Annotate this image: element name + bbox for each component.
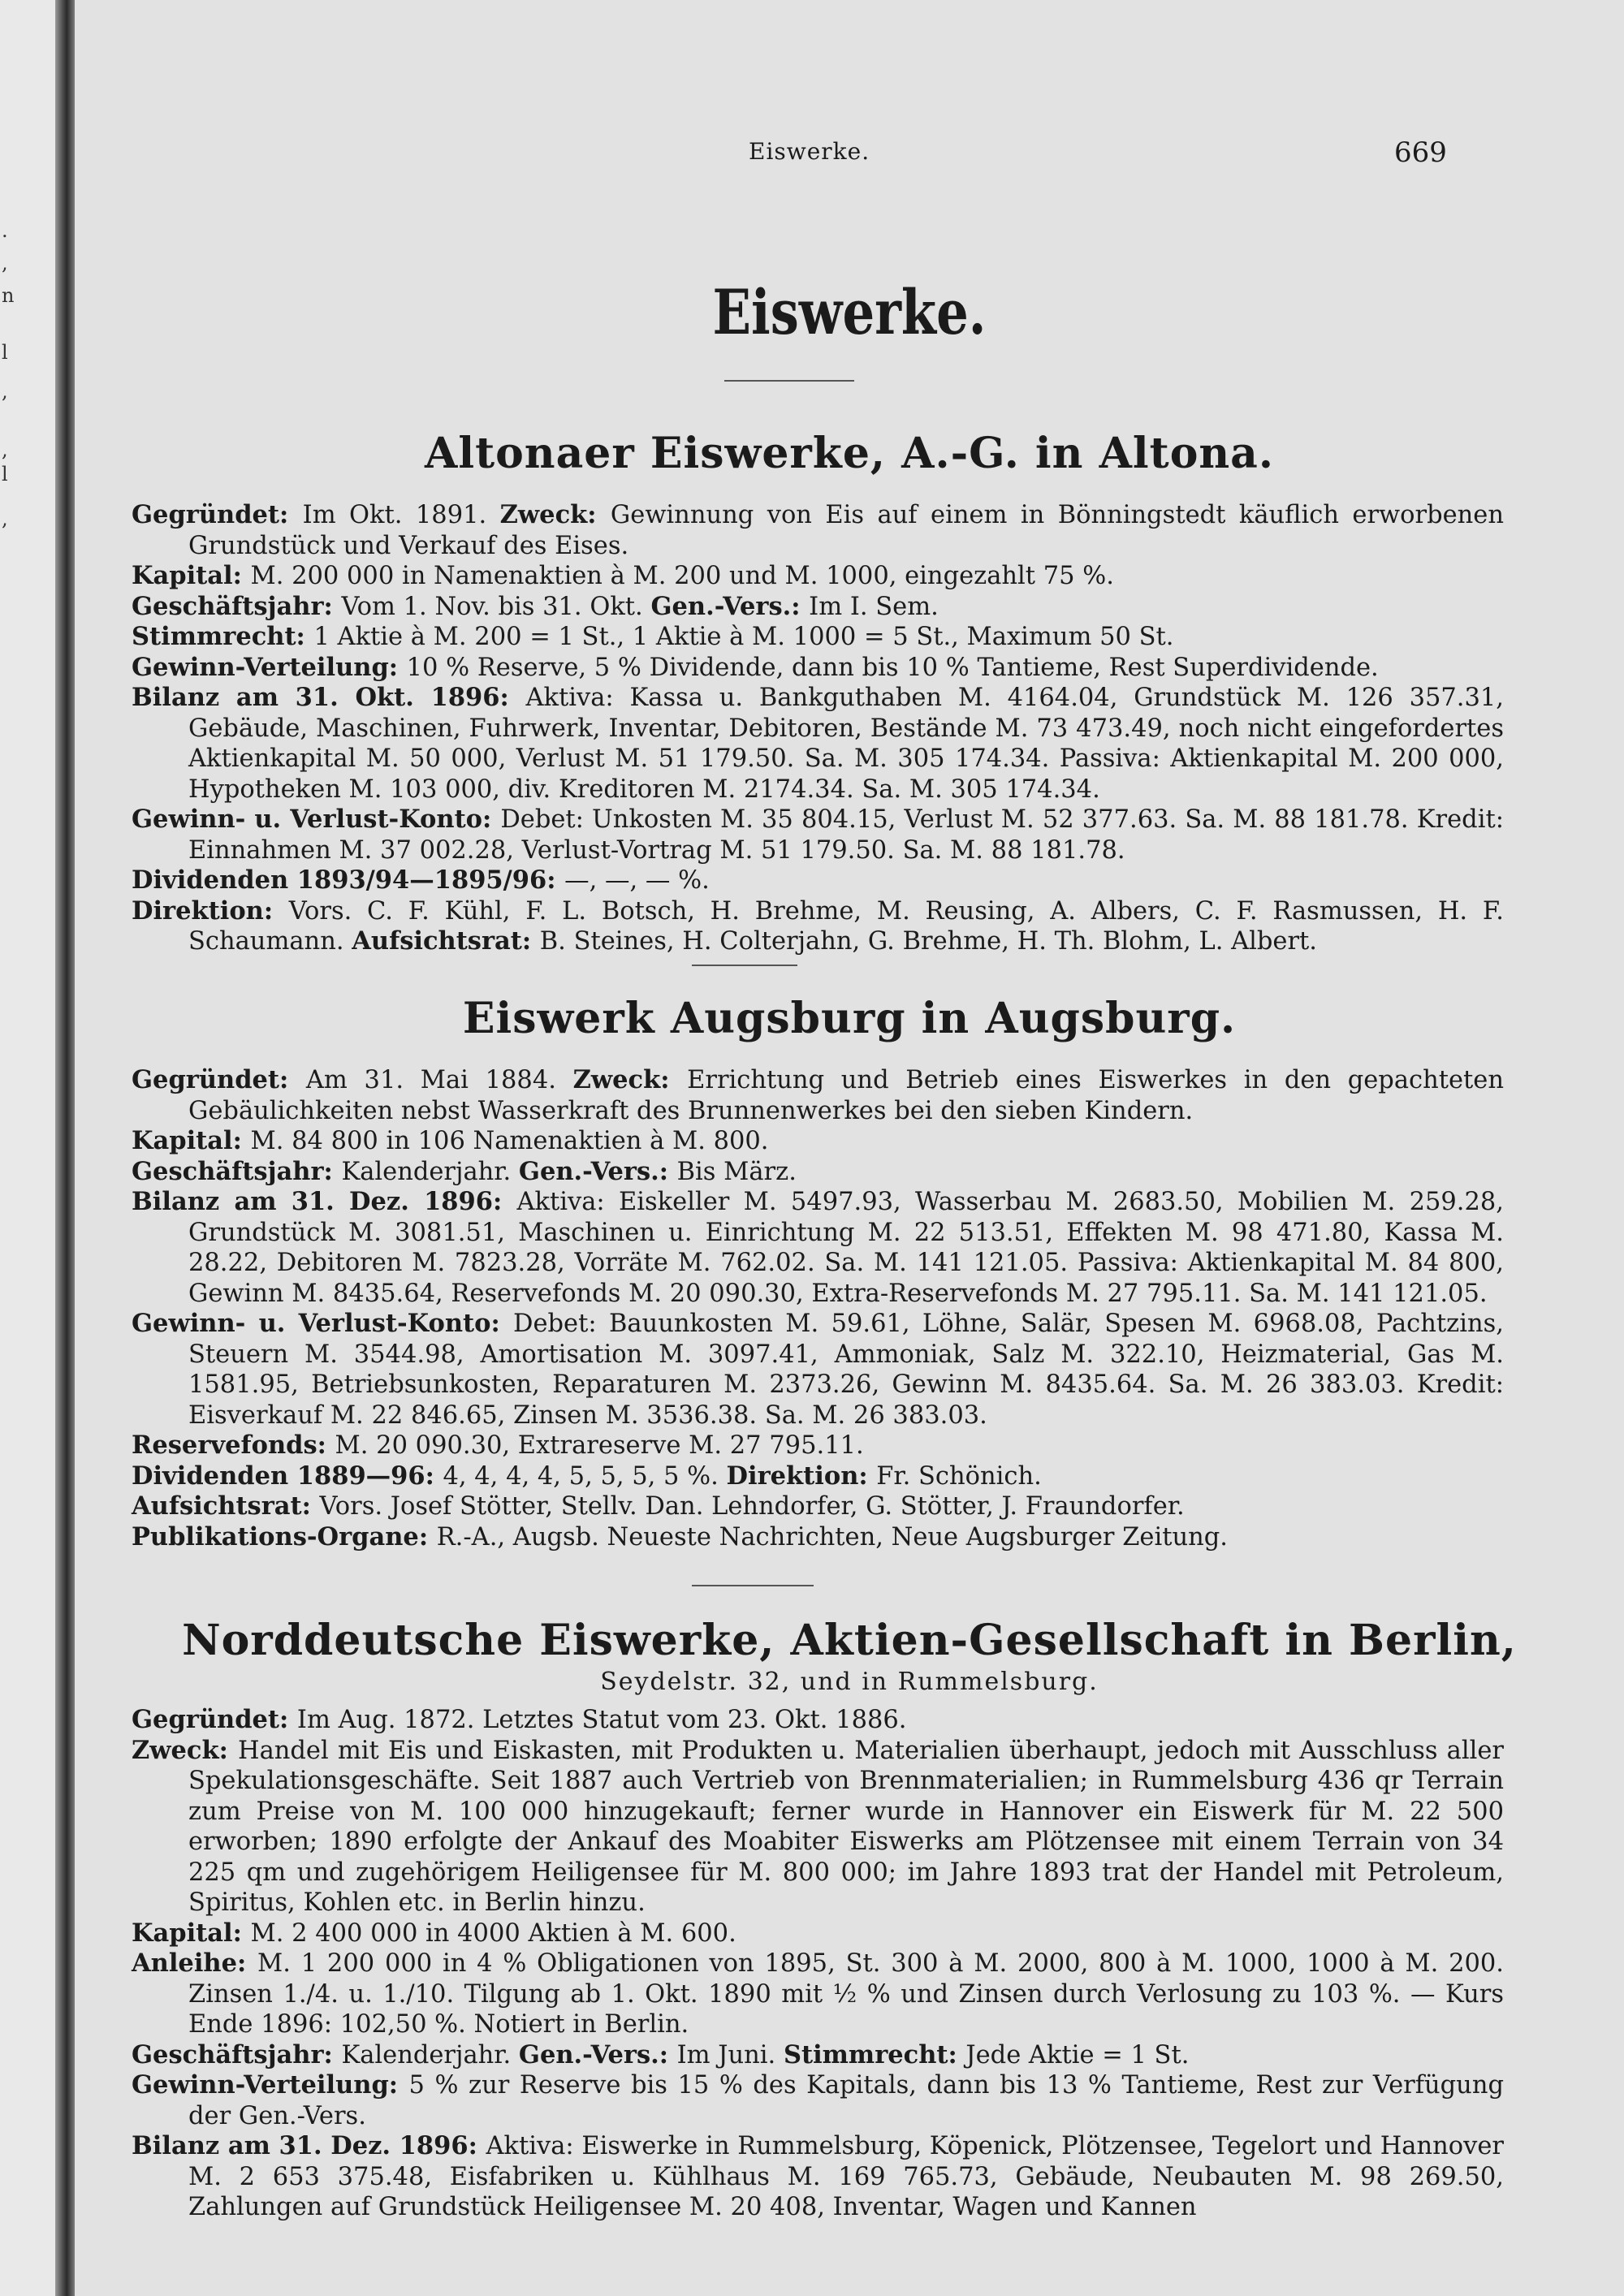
field-label: Direktion: xyxy=(132,896,289,926)
field-label: Reservefonds: xyxy=(132,1431,335,1460)
field-label: Aufsichtsrat: xyxy=(132,1491,320,1521)
divider xyxy=(692,965,797,966)
field-value: Kalenderjahr. xyxy=(341,2040,519,2069)
entry-paragraph xyxy=(132,896,1504,957)
field-label: Zweck: xyxy=(499,500,611,529)
field-label: Gewinn- u. Verlust-Konto: xyxy=(132,1309,513,1338)
divider xyxy=(692,1585,814,1586)
field-value: Handel mit Eis und Eiskasten, mit Produkten u. Materialien überhaupt, jedoch mit Ausschluss aller Spekulationsgeschäfte. Seit 1887 auch Vertrieb von Brennmaterialien; in Rummelsburg 436 qr Terrain zum Preise von M. 100 000 hinzugekauft; ferner wurde in Hannover ein Eiswerk für M. 22 500 erworben; 1890 erfolgte der Ankauf des Moabiter Eiswerks am Plötzensee mit einem Terrain von 34 225 qm und zugehörigem Heiligensee für M. 800 000; im Jahre 1893 trat der Handel mit Petroleum, Spiritus, Kohlen etc. in Berlin hinzu. xyxy=(188,1736,1504,1917)
field-label: Dividenden 1889—96: xyxy=(132,1461,443,1491)
margin-mark: . xyxy=(2,219,8,242)
margin-mark: , xyxy=(2,438,8,461)
field-value: Vors. Josef Stötter, Stellv. Dan. Lehndorfer, G. Stötter, J. Fraundorfer. xyxy=(319,1492,1185,1521)
field-label: Gen.-Vers.: xyxy=(518,1156,677,1186)
field-label: Kapital: xyxy=(132,1126,251,1155)
field-label: Geschäftsjahr: xyxy=(132,591,342,621)
field-label: Gen.-Vers.: xyxy=(650,591,810,621)
field-value: Aktiva: Eiswerke in Rummelsburg, Köpenick, Plötzensee, Tegelort und Hannover M. 2 653 375.48, Eisfabriken u. Kühlhaus M. 169 765.73, Gebäude, Neubauten M. 98 269.50, Zahlungen auf Grundstück Heiligensee M. 20 408, Inventar, Wagen und Kannen xyxy=(188,2132,1504,2221)
field-value: Vom 1. Nov. bis 31. Okt. xyxy=(341,592,651,621)
field-label: Zweck: xyxy=(572,1065,688,1094)
entry-paragraph xyxy=(132,805,1504,865)
entry-paragraph xyxy=(132,1736,1504,1918)
entry-paragraph xyxy=(132,1491,1504,1522)
field-label: Bilanz am 31. Dez. 1896: xyxy=(132,2131,486,2160)
entry-paragraph xyxy=(132,1187,1504,1309)
field-value: Vors. C. F. Kühl, F. L. Botsch, H. Brehme, M. Reusing, A. Albers, C. F. Rasmussen, H. F. Schaumann. xyxy=(188,896,1504,956)
field-label: Gewinn-Verteilung: xyxy=(132,652,407,682)
entry-paragraph xyxy=(132,1522,1504,1553)
entry-paragraph xyxy=(132,1065,1504,1126)
entry-paragraph xyxy=(132,1126,1504,1157)
company-entry xyxy=(132,1065,1504,1552)
book-gutter xyxy=(55,0,75,2296)
entry-paragraph xyxy=(132,1309,1504,1431)
entry-paragraph xyxy=(132,561,1504,592)
field-label: Gewinn-Verteilung: xyxy=(132,2070,409,2100)
field-label: Dividenden 1893/94—1895/96: xyxy=(132,865,565,895)
field-value: —, —, — %. xyxy=(564,866,710,895)
field-label: Anleihe: xyxy=(132,1949,257,1978)
field-label: Zweck: xyxy=(132,1735,238,1765)
entry-paragraph xyxy=(132,1157,1504,1188)
field-value: M. 20 090.30, Extrareserve M. 27 795.11. xyxy=(335,1431,864,1460)
entry-paragraph xyxy=(132,2131,1504,2223)
field-label: Stimmrecht: xyxy=(783,2039,966,2069)
field-label: Geschäftsjahr: xyxy=(132,2039,342,2069)
field-value: Debet: Bauunkosten M. 59.61, Löhne, Salär, Spesen M. 6968.08, Pachtzins, Steuern M. 3544.98, Amortisation M. 3097.41, Ammoniak, Salz M. 322.10, Heizmaterial, Gas M. 1581.95, Betriebsunkosten, Reparaturen M. 2373.26, Gewinn M. 8435.64. Sa. M. 26 383.03. Kredit: Eisverkauf M. 22 846.65, Zinsen M. 3536.38. Sa. M. 26 383.03. xyxy=(188,1310,1504,1430)
field-label: Aufsichtsrat: xyxy=(352,926,540,956)
field-value: Aktiva: Eiskeller M. 5497.93, Wasserbau M. 2683.50, Mobilien M. 259.28, Grundstück M. 3081.51, Maschinen u. Einrichtung M. 22 513.51, Effekten M. 98 471.80, Kassa M. 28.22, Debitoren M. 7823.28, Vorräte M. 762.02. Sa. M. 141 121.05. Passiva: Aktienkapital M. 84 800, Gewinn M. 8435.64, Reservefonds M. 20 090.30, Extra-Reservefonds M. 27 795.11. Sa. M. 141 121.05. xyxy=(188,1188,1504,1308)
field-value: Gewinnung von Eis auf einem in Bönningstedt käuflich erworbenen Grundstück und Verkauf des Eises. xyxy=(188,501,1504,560)
field-label: Gegründet: xyxy=(132,1705,297,1734)
field-label: Direktion: xyxy=(726,1461,877,1491)
field-label: Gegründet: xyxy=(132,1065,306,1094)
field-value: Im Juni. xyxy=(676,2040,784,2069)
field-label: Kapital: xyxy=(132,561,251,590)
field-value: Debet: Unkosten M. 35 804.15, Verlust M. 52 377.63. Sa. M. 88 181.78. Kredit: Einnahmen M. 37 002.28, Verlust-Vortrag M. 51 179.50. Sa. M. 88 181.78. xyxy=(188,805,1504,865)
field-label: Gen.-Vers.: xyxy=(518,2039,677,2069)
field-value: Errichtung und Betrieb eines Eiswerkes in den gepachteten Gebäulichkeiten nebst Wasserkraft des Brunnenwerkes bei den sieben Kindern. xyxy=(188,1066,1504,1125)
company-entry xyxy=(132,1705,1504,2223)
field-value: Jede Aktie = 1 St. xyxy=(965,2040,1190,2069)
book-page xyxy=(75,0,1624,2296)
field-value: R.-A., Augsb. Neueste Nachrichten, Neue Augsburger Zeitung. xyxy=(436,1522,1228,1552)
field-label: Kapital: xyxy=(132,1918,251,1948)
entry-paragraph xyxy=(132,500,1504,561)
entry-paragraph xyxy=(132,2070,1504,2131)
field-label: Gewinn- u. Verlust-Konto: xyxy=(132,805,501,834)
entry-paragraph xyxy=(132,2040,1504,2071)
field-value: M. 2 400 000 in 4000 Aktien à M. 600. xyxy=(250,1918,736,1948)
field-value: Fr. Schönich. xyxy=(876,1461,1042,1491)
field-value: 5 % zur Reserve bis 15 % des Kapitals, dann bis 13 % Tantieme, Rest zur Verfügung der Gen.-Vers. xyxy=(188,2071,1504,2130)
field-value: Am 31. Mai 1884. xyxy=(305,1066,573,1094)
entry-paragraph xyxy=(132,1949,1504,2040)
field-value: 10 % Reserve, 5 % Dividende, dann bis 10 % Tantieme, Rest Superdividende. xyxy=(406,653,1379,682)
company-address: Seydelstr. 32, und in Rummelsburg. xyxy=(600,1668,1099,1696)
entry-paragraph xyxy=(132,653,1504,684)
field-value: Aktiva: Kassa u. Bankguthaben M. 4164.04, Grundstück M. 126 357.31, Gebäude, Maschinen, Fuhrwerk, Inventar, Debitoren, Bestände M. 73 473.49, noch nicht eingefordertes Aktienkapital M. 50 000, Verlust M. 51 179.50. Sa. M. 305 174.34. Passiva: Aktienkapital M. 200 000, Hypotheken M. 103 000, div. Kreditoren M. 2174.34. Sa. M. 305 174.34. xyxy=(188,684,1505,804)
field-value: B. Steines, H. Colterjahn, G. Brehme, H. Th. Blohm, L. Albert. xyxy=(539,927,1318,956)
field-value: Im Okt. 1891. xyxy=(302,501,500,529)
field-value: Bis März. xyxy=(676,1157,797,1186)
entry-paragraph xyxy=(132,1705,1504,1736)
entry-paragraph xyxy=(132,622,1504,653)
field-label: Publikations-Organe: xyxy=(132,1521,437,1552)
margin-mark: l xyxy=(2,463,8,486)
field-value: 4, 4, 4, 4, 5, 5, 5, 5 %. xyxy=(443,1461,727,1491)
margin-mark: , xyxy=(2,252,8,274)
company-entry xyxy=(132,500,1504,957)
section-title: Eiswerke. xyxy=(712,276,987,348)
field-value: Kalenderjahr. xyxy=(341,1157,519,1186)
field-label: Stimmrecht: xyxy=(132,622,314,651)
margin-mark: , xyxy=(2,380,8,403)
field-value: M. 84 800 in 106 Namenaktien à M. 800. xyxy=(250,1127,769,1155)
margin-mark: , xyxy=(2,507,8,530)
divider xyxy=(724,380,854,382)
margin-mark: l xyxy=(2,341,8,364)
field-label: Gegründet: xyxy=(132,500,303,529)
field-value: 1 Aktie à M. 200 = 1 St., 1 Aktie à M. 1000 = 5 St., Maximum 50 St. xyxy=(313,623,1174,651)
page-number: 669 xyxy=(1394,136,1447,169)
margin-mark: n xyxy=(2,284,15,307)
entry-paragraph xyxy=(132,1461,1504,1492)
entry-paragraph xyxy=(132,1918,1504,1949)
field-value: M. 1 200 000 in 4 % Obligationen von 1895, St. 300 à M. 2000, 800 à M. 1000, 1000 à M. 200. Zinsen 1./4. u. 1./10. Tilgung ab 1. Okt. 1890 mit ½ % und Zinsen durch Verlosung zu 103 %. — Kurs Ende 1896: 102,50 %. Notiert in Berlin. xyxy=(188,1949,1504,2039)
entry-paragraph xyxy=(132,865,1504,896)
entry-paragraph xyxy=(132,683,1504,805)
field-value: Im I. Sem. xyxy=(809,592,939,621)
company-title: Eiswerk Augsburg in Augsburg. xyxy=(462,994,1237,1043)
company-title: Norddeutsche Eiswerke, Aktien-Gesellschaft in Berlin, xyxy=(182,1616,1517,1665)
running-title: Eiswerke. xyxy=(749,138,870,165)
entry-paragraph xyxy=(132,1431,1504,1461)
company-title: Altonaer Eiswerke, A.-G. in Altona. xyxy=(425,429,1274,478)
entry-paragraph xyxy=(132,592,1504,623)
field-value: M. 200 000 in Namenaktien à M. 200 und M. 1000, eingezahlt 75 %. xyxy=(250,562,1114,590)
field-value: Im Aug. 1872. Letztes Statut vom 23. Okt. 1886. xyxy=(296,1706,907,1734)
field-label: Geschäftsjahr: xyxy=(132,1156,342,1186)
field-label: Bilanz am 31. Dez. 1896: xyxy=(132,1187,517,1216)
field-label: Bilanz am 31. Okt. 1896: xyxy=(132,683,526,712)
